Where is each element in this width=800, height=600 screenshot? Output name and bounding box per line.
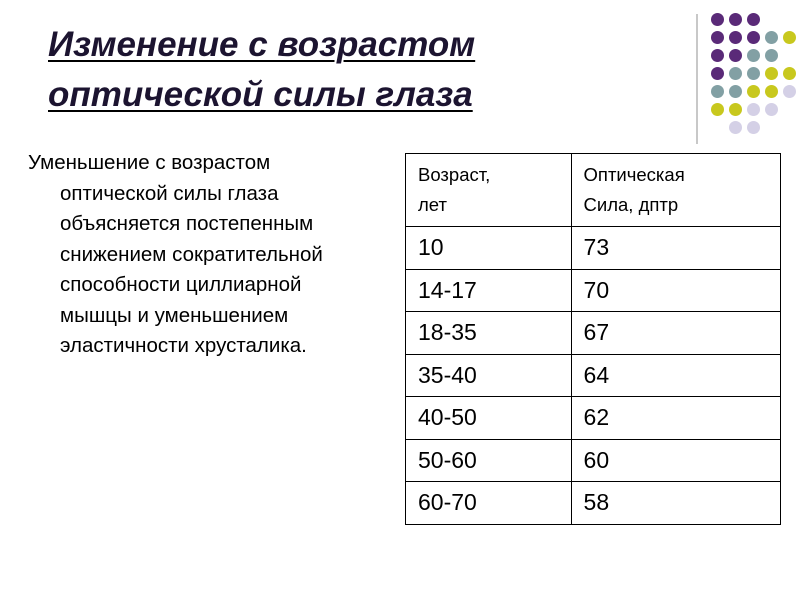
table-row [406,482,781,525]
table-row [406,439,781,482]
decorative-dot [711,49,724,62]
decorative-dot [711,31,724,44]
decorative-dot [765,85,778,98]
slide-title-line-2: оптической силы глаза [48,75,473,114]
decorative-dot [711,67,724,80]
decorative-dot [747,121,760,134]
cell-optical-power: 64 [571,354,780,397]
decorative-dot [729,67,742,80]
column-header-optical-power-line-1: Оптическая [583,164,685,185]
cell-optical-power: 62 [571,397,780,440]
decorative-dot [783,67,796,80]
decorative-dot [729,31,742,44]
decorative-dot [783,31,796,44]
decorative-dot [729,103,742,116]
decorative-dot [765,31,778,44]
decorative-dot [747,13,760,26]
cell-optical-power: 58 [571,482,780,525]
decorative-dot [729,13,742,26]
cell-optical-power: 67 [571,312,780,355]
cell-age: 35-40 [406,354,572,397]
decorative-dot [747,49,760,62]
decorative-dot [711,13,724,26]
decorative-dot [765,67,778,80]
cell-optical-power: 73 [571,227,780,270]
cell-age: 10 [406,227,572,270]
decorative-dot [729,49,742,62]
column-header-age-line-1: Возраст, [418,164,491,185]
age-optical-power-table [405,153,781,525]
decorative-dot [711,103,724,116]
table-row [406,269,781,312]
cell-age: 40-50 [406,397,572,440]
decorative-dot [747,31,760,44]
table-row [406,312,781,355]
cell-age: 60-70 [406,482,572,525]
cell-age: 14-17 [406,269,572,312]
cell-optical-power: 60 [571,439,780,482]
decorative-dot [711,85,724,98]
slide-title [48,20,668,120]
column-header-age-line-2: лет [418,194,447,215]
decorative-dot [729,121,742,134]
column-header-optical-power-line-2: Сила, дптр [583,194,679,215]
decorative-dot [765,103,778,116]
cell-optical-power: 70 [571,269,780,312]
cell-age: 50-60 [406,439,572,482]
decorative-dot [747,67,760,80]
slide-body-text: Уменьшение с возрастом оптической силы глаза объясняется постепенным снижением сократительной способности циллиарной мышцы и уменьшением эластичности хрусталика. [28,151,323,357]
column-header-age [406,154,572,227]
cell-age: 18-35 [406,312,572,355]
decorative-dot-grid [710,12,800,132]
table-row [406,354,781,397]
decorative-dot [765,49,778,62]
decorative-dot [783,85,796,98]
decorative-dot [747,85,760,98]
table-row [406,397,781,440]
table-header-row [406,154,781,227]
table-row [406,227,781,270]
decorative-divider-line [696,14,698,144]
slide-title-line-1: Изменение с возрастом [48,25,476,64]
decorative-dot [729,85,742,98]
column-header-optical-power [571,154,780,227]
decorative-dot [747,103,760,116]
